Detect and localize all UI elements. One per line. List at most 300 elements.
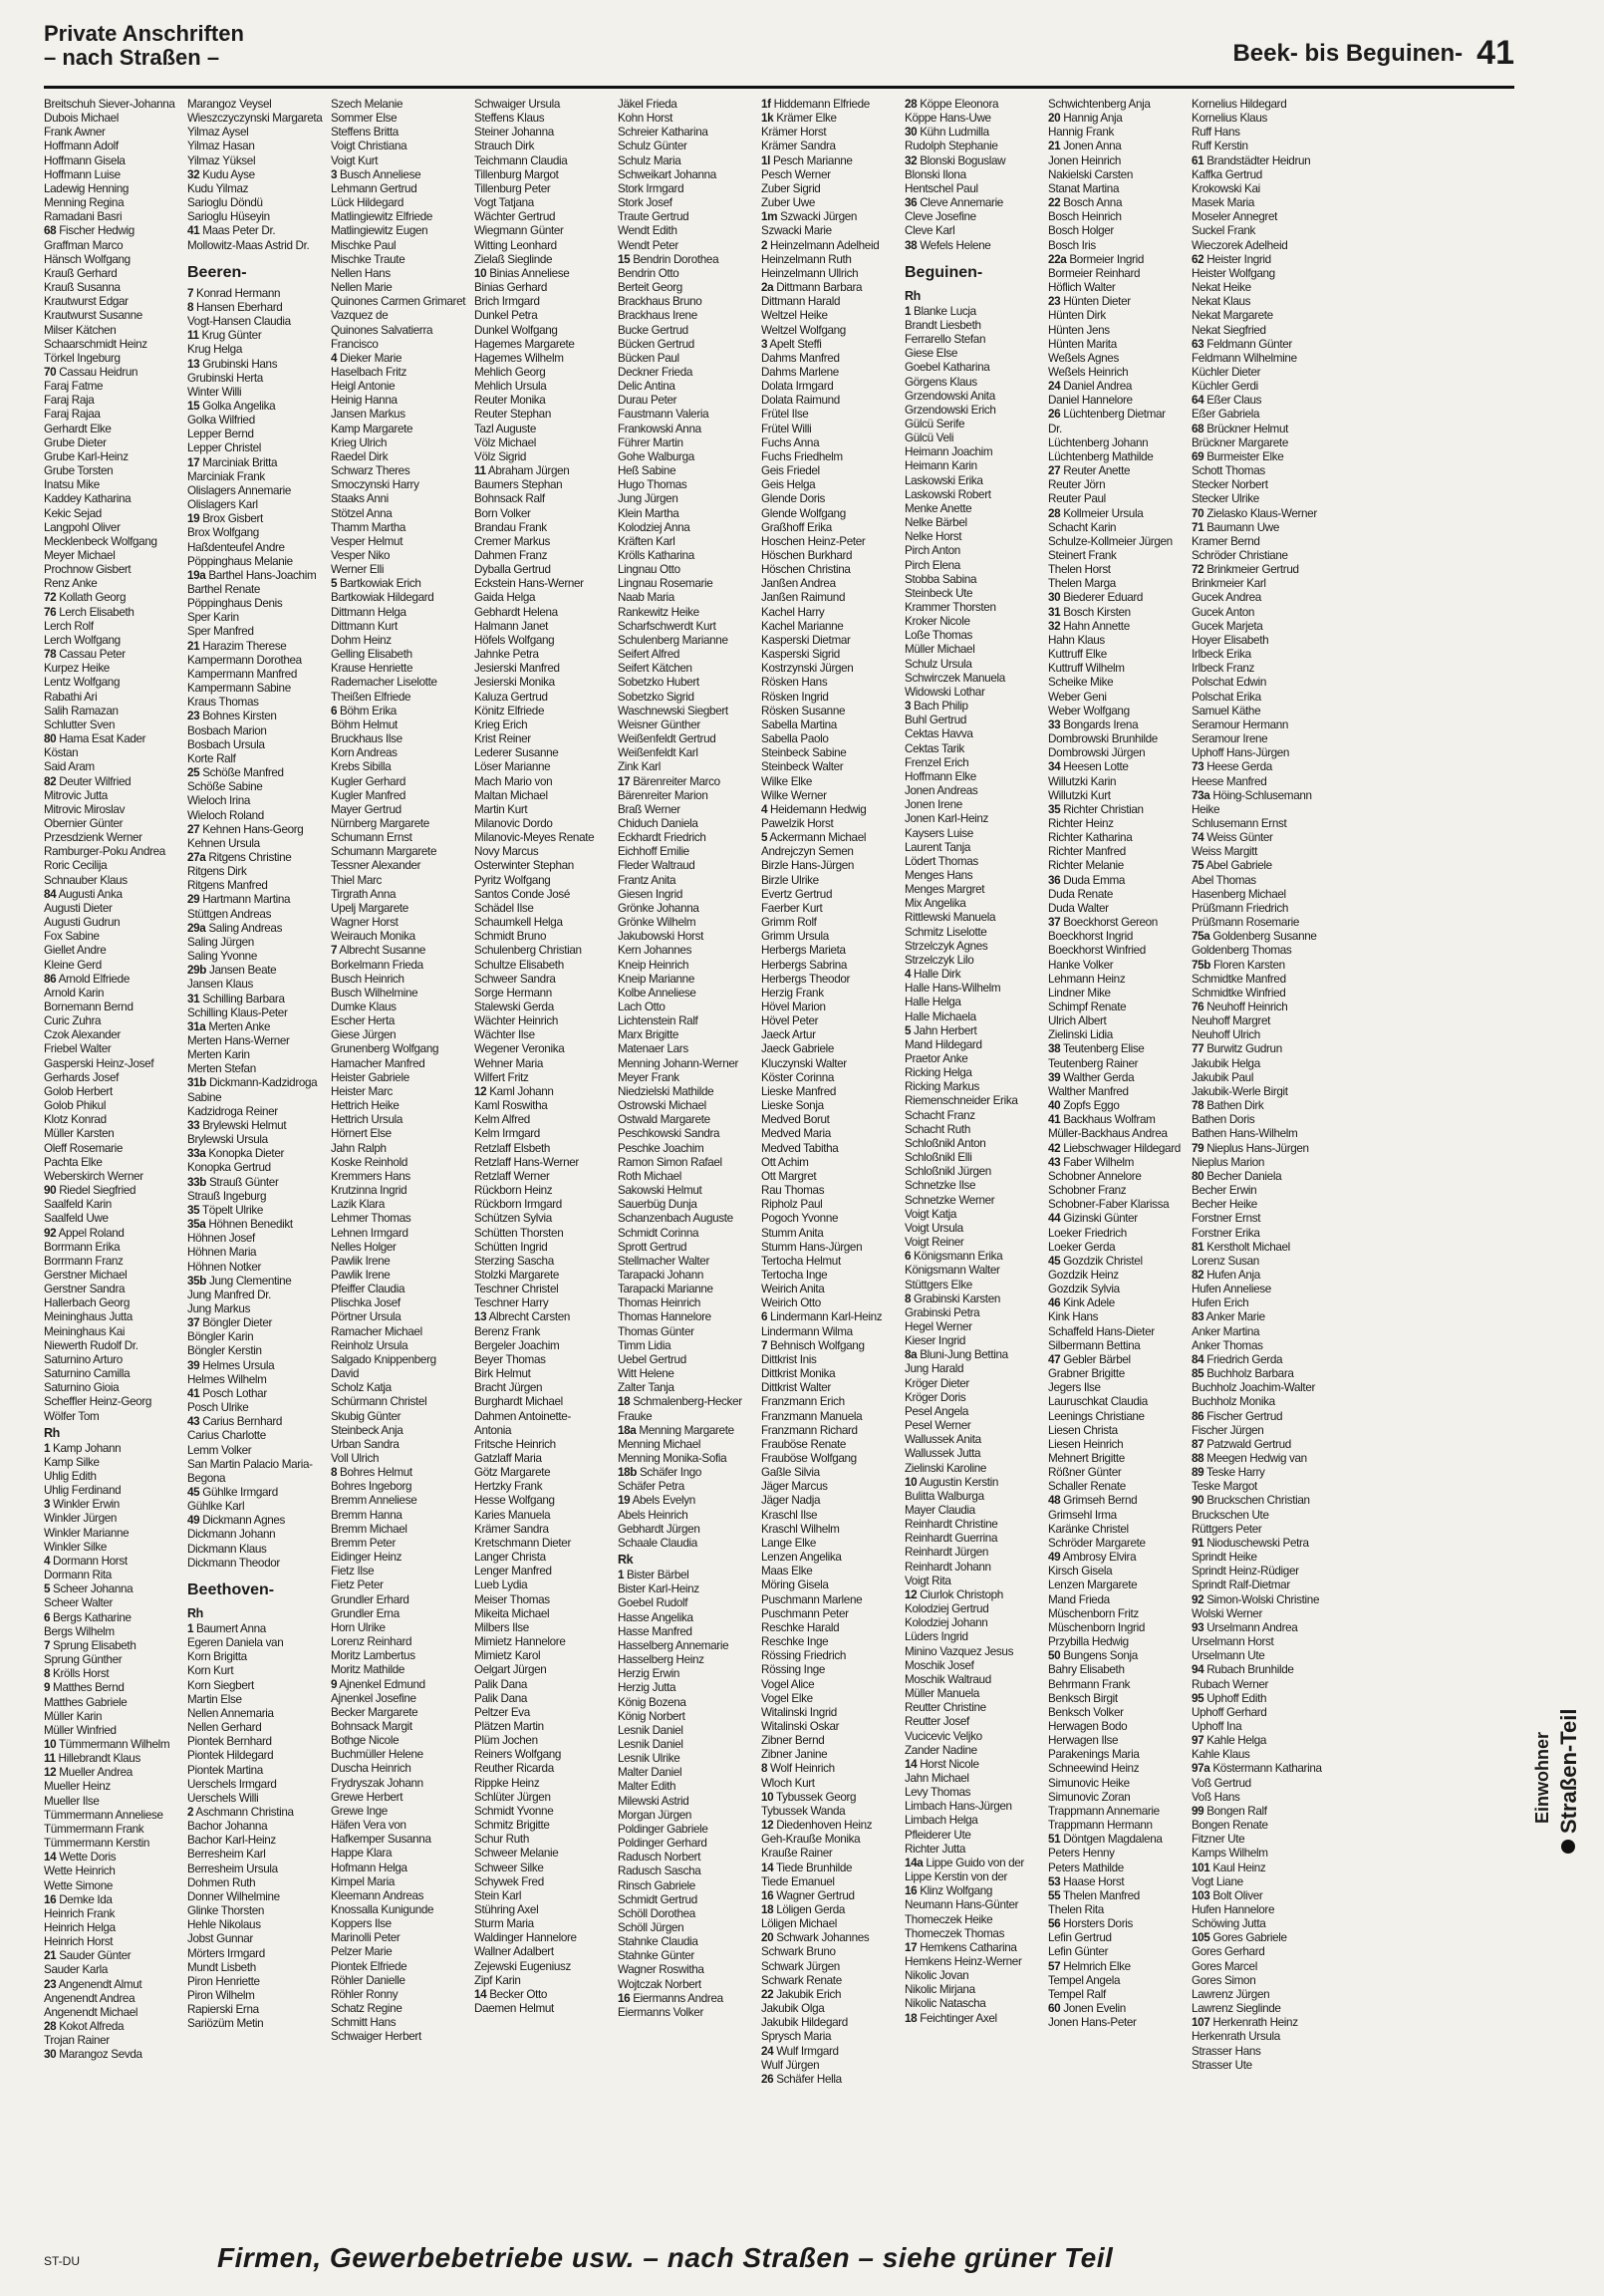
house-number: 64 <box>1192 394 1204 408</box>
list-item: Nelke Bärbel <box>905 516 967 530</box>
list-item: Rössing Inge <box>761 1663 826 1677</box>
list-item: Vogel Alice <box>761 1677 815 1691</box>
list-item: Bachor Karl-Heinz <box>187 1834 276 1848</box>
house-number: 20 <box>761 1931 774 1945</box>
list-item: Grundler Erhard <box>331 1592 409 1606</box>
list-item: Ricking Helga <box>905 1066 972 1080</box>
list-item: 90 Bruckschen Christian <box>1192 1494 1310 1508</box>
list-item: 10 Tybussek Georg <box>761 1790 857 1804</box>
list-item: Kekic Sejad <box>44 506 102 520</box>
list-item: Menning Johann-Werner <box>618 1056 739 1070</box>
list-item: Wendt Edith <box>618 224 677 238</box>
house-number: 56 <box>1048 1917 1061 1931</box>
list-item: 80 Hama Esat Kader <box>44 732 146 746</box>
list-item: Kasperski Dietmar <box>761 633 851 647</box>
house-number: 36 <box>905 196 918 210</box>
column-7 <box>905 98 1048 2230</box>
list-item: Benksch Birgit <box>1048 1691 1118 1705</box>
list-item: Schimpf Renate <box>1048 1001 1127 1013</box>
list-item: Hagemes Wilhelm <box>474 351 564 365</box>
house-number: 1l <box>761 153 771 167</box>
list-item: Kimpel Maria <box>331 1874 395 1888</box>
list-item: Strasser Ute <box>1192 2058 1252 2072</box>
list-item: Jäkel Frieda <box>618 98 677 111</box>
list-item: Urban Sandra <box>331 1437 400 1451</box>
list-item: Moritz Mathilde <box>331 1663 404 1677</box>
header-title-line1: Private Anschriften <box>44 21 244 46</box>
list-item: Arnold Karin <box>44 986 105 1000</box>
list-item: Grimm Ursula <box>761 930 829 944</box>
list-item: Uphoff Hans-Jürgen <box>1192 746 1290 760</box>
list-item: Kamp Margarete <box>331 422 413 435</box>
list-item: Bohnsack Ralf <box>474 492 545 506</box>
list-item: Chiduch Daniela <box>618 816 698 830</box>
list-item: 12 Kaml Johann <box>474 1084 554 1098</box>
list-item: 23 Angenendt Almut <box>44 1977 142 1991</box>
street-range: Beek- bis Beguinen- <box>1232 40 1464 67</box>
list-item: Dr. <box>1048 422 1062 435</box>
list-item: Salgado Knippenberg <box>331 1352 436 1366</box>
list-item: 61 Brandstädter Heidrun <box>1192 153 1311 167</box>
list-item: Peschke Joachim <box>618 1141 704 1155</box>
list-item: 8a Bluni-Jung Bettina <box>905 1348 1008 1362</box>
list-item: Sobetzko Hubert <box>618 676 699 690</box>
house-number: 21 <box>44 1949 57 1963</box>
house-number: 30 <box>905 126 918 140</box>
list-item: 3 Winkler Erwin <box>44 1498 120 1512</box>
house-number: 35a <box>187 1218 206 1232</box>
list-item: Heese Manfred <box>1192 774 1267 788</box>
list-item: 11 Hillebrandt Klaus <box>44 1752 140 1766</box>
list-item: Loße Thomas <box>905 629 973 643</box>
list-item: Thomas Heinrich <box>618 1296 701 1310</box>
list-item: Nelke Horst <box>905 530 962 544</box>
list-item: Scharfschwerdt Kurt <box>618 619 716 633</box>
list-item: Grubinski Herta <box>187 371 263 385</box>
house-number: 14 <box>761 1861 774 1874</box>
house-number: 79 <box>1192 1141 1204 1155</box>
list-item: 6 Königsmann Erika <box>905 1250 1003 1264</box>
list-item: Heß Sabine <box>618 464 676 478</box>
list-item: 7 Sprung Elisabeth <box>44 1638 136 1652</box>
list-item: Köppe Hans-Uwe <box>905 112 991 126</box>
list-item: 45 Gühlke Irmgard <box>187 1486 278 1499</box>
list-item: Stumm Hans-Jürgen <box>761 1240 863 1254</box>
list-item: Retzlaff Hans-Werner <box>474 1155 579 1169</box>
list-item: Wallussek Anita <box>905 1433 981 1447</box>
list-item: 85 Buchholz Barbara <box>1192 1367 1294 1381</box>
list-item: Höschen Burkhard <box>761 549 853 562</box>
list-item: Pirch Elena <box>905 558 960 572</box>
list-item: Loeker Gerda <box>1048 1240 1116 1254</box>
list-item: Wagner Horst <box>331 916 399 930</box>
list-item: Lehmer Thomas <box>331 1212 411 1226</box>
list-item: Kahle Klaus <box>1192 1748 1250 1762</box>
list-item: Mach Mario von <box>474 774 553 788</box>
house-number: 17 <box>187 455 200 469</box>
list-item: Birzle Ulrike <box>761 873 819 887</box>
list-item: Bormeier Reinhard <box>1048 266 1141 280</box>
house-number: 33a <box>187 1147 206 1161</box>
list-item: Nellen Hans <box>331 266 391 280</box>
list-item: Morgan Jürgen <box>618 1808 692 1822</box>
list-item: 5 Jahn Herbert <box>905 1023 977 1037</box>
list-item: 6 Lindermann Karl-Heinz <box>761 1310 883 1324</box>
list-item: Kugler Gerhard <box>331 774 406 788</box>
list-item: Jakubik Hildegard <box>761 2016 848 2030</box>
list-item: Martin Else <box>187 1692 242 1706</box>
list-item: Angenendt Michael <box>44 2005 138 2019</box>
list-item: Niewerth Rudolf Dr. <box>44 1338 138 1352</box>
list-item: Kornelius Klaus <box>1192 112 1267 126</box>
list-item: 1 Bister Bärbel <box>618 1569 689 1582</box>
list-item: Rössing Friedrich <box>761 1649 846 1663</box>
list-item: Weber Wolfgang <box>1048 704 1130 718</box>
list-item: Voigt Katja <box>905 1207 957 1221</box>
house-number: 3 <box>905 700 912 714</box>
list-item: Giesen Ingrid <box>618 887 682 901</box>
list-item: Merten Stefan <box>187 1062 256 1076</box>
house-number: 10 <box>905 1475 918 1489</box>
list-item: Kolodziej Anna <box>618 520 690 534</box>
list-item: Augusti Gudrun <box>44 916 121 930</box>
list-item: 38 Teutenberg Elise <box>1048 1042 1145 1056</box>
list-item: Stecker Ulrike <box>1192 492 1259 506</box>
list-item: Uhlig Edith <box>44 1470 97 1483</box>
house-number: 78 <box>1192 1099 1204 1113</box>
list-item: Gebhardt Jürgen <box>618 1522 700 1536</box>
list-item: Herwagen Ilse <box>1048 1734 1119 1748</box>
list-item: 48 Grimseh Bernd <box>1048 1494 1138 1508</box>
list-item: 20 Hannig Anja <box>1048 112 1123 126</box>
house-number: 29b <box>187 964 207 978</box>
list-item: Saturnino Gioia <box>44 1381 120 1395</box>
house-number: 41 <box>1048 1113 1061 1127</box>
list-item: Kleemann Andreas <box>331 1888 424 1902</box>
list-item: Müller Winfried <box>44 1723 117 1737</box>
house-number: 28 <box>1048 506 1061 520</box>
list-item: Röhler Ronny <box>331 1987 399 2001</box>
list-item: Gozdzik Heinz <box>1048 1268 1119 1282</box>
list-item: Said Aram <box>44 760 95 774</box>
list-item: Mehnert Brigitte <box>1048 1452 1125 1465</box>
list-item: 31b Dickmann-Kadzidroga <box>187 1076 318 1090</box>
list-item: Hesse Wolfgang <box>474 1494 555 1508</box>
list-item: Schulz Ursula <box>905 657 972 671</box>
list-item: Heister Gabriele <box>331 1070 409 1084</box>
house-number: 8 <box>761 1762 768 1776</box>
list-item: Dahms Manfred <box>761 351 840 365</box>
list-item: 3 Busch Anneliese <box>331 167 421 181</box>
list-item: Gohe Walburga <box>618 449 694 463</box>
list-item: Voll Ulrich <box>331 1452 380 1465</box>
list-item: Schott Thomas <box>1192 464 1265 478</box>
list-item: Jakubik Olga <box>761 2002 825 2016</box>
list-item: Lingnau Rosemarie <box>618 577 713 591</box>
list-item: Ostwald Margarete <box>618 1113 710 1127</box>
list-item: Fuchs Anna <box>761 435 820 449</box>
list-item: 19 Abels Evelyn <box>618 1494 695 1508</box>
house-number: 13 <box>474 1310 487 1324</box>
list-item: Höhnen Josef <box>187 1232 255 1246</box>
list-item: Francisco <box>331 337 379 351</box>
list-item: Uerschels Willi <box>187 1791 259 1805</box>
list-item: Braß Werner <box>618 802 680 816</box>
list-item: Brandau Frank <box>474 520 547 534</box>
list-item: Rau Thomas <box>761 1184 825 1198</box>
list-item: Strauß Ingeburg <box>187 1189 267 1203</box>
house-number: 2 <box>187 1805 194 1819</box>
list-item: Peters Mathilde <box>1048 1861 1124 1874</box>
list-item: David <box>331 1367 360 1381</box>
list-item: Mayer Gertrud <box>331 802 401 816</box>
list-item: Vogel Elke <box>761 1691 813 1705</box>
list-item: Milewski Astrid <box>618 1794 689 1808</box>
list-item: Lesnik Daniel <box>618 1723 683 1737</box>
list-item: Witalinski Ingrid <box>761 1705 837 1719</box>
list-item: 1l Pesch Marianne <box>761 153 853 167</box>
street-heading: Beguinen- <box>905 263 983 281</box>
list-item: 16 Klinz Wolfgang <box>905 1884 993 1898</box>
list-item: Schwirczek Manuela <box>905 671 1005 685</box>
list-item: Dahmen Franz <box>474 549 548 562</box>
list-item: Bärenreiter Marion <box>618 788 708 802</box>
list-item: 43 Carius Bernhard <box>187 1415 283 1429</box>
list-item: Kaluza Gertrud <box>474 690 548 704</box>
column-1 <box>44 98 187 2230</box>
list-item: Stumm Anita <box>761 1226 824 1240</box>
list-item: Hünten Dirk <box>1048 309 1106 323</box>
list-item: Vogt-Hansen Claudia <box>187 315 291 329</box>
list-item: Bergeler Joachim <box>474 1338 560 1352</box>
list-item: Sper Karin <box>187 611 239 625</box>
list-item: 40 Zopfs Eggo <box>1048 1099 1120 1113</box>
list-item: Janßen Raimund <box>761 591 846 605</box>
list-item: 1f Hiddemann Elfriede <box>761 98 870 111</box>
list-item: 60 Jonen Evelin <box>1048 2002 1126 2016</box>
list-item: 17 Hemkens Catharina <box>905 1940 1017 1954</box>
list-item: Schwark Renate <box>761 1973 842 1987</box>
list-item: Hagemes Margarete <box>474 337 575 351</box>
list-item: Szwacki Marie <box>761 224 832 238</box>
list-item: Heigl Antonie <box>331 380 396 394</box>
list-item: Mikeita Michael <box>474 1606 550 1620</box>
list-item: Uhlig Ferdinand <box>44 1484 122 1498</box>
list-item: 41 Backhaus Wolfram <box>1048 1113 1156 1127</box>
list-item: Voß Gertrud <box>1192 1776 1251 1790</box>
list-item: Marangoz Veysel <box>187 98 272 111</box>
list-item: Stühring Axel <box>474 1903 539 1916</box>
list-item: Gores Simon <box>1192 1973 1256 1987</box>
list-item: Uphoff Ina <box>1192 1719 1242 1733</box>
list-item: 39 Helmes Ursula <box>187 1358 275 1372</box>
list-item: Duscha Heinrich <box>331 1762 411 1776</box>
list-item: Böngler Karin <box>187 1330 254 1344</box>
list-item: 6 Böhm Erika <box>331 704 397 718</box>
list-item: Löser Marianne <box>474 760 551 774</box>
list-item: Barthel Renate <box>187 583 261 596</box>
list-item: Korn Siegbert <box>187 1678 254 1692</box>
house-number: 21 <box>187 639 200 653</box>
list-item: Vesper Niko <box>331 549 391 562</box>
list-item: Santos Conde José <box>474 887 571 901</box>
list-item: 64 Eßer Claus <box>1192 394 1262 408</box>
list-item: Schlüter Jürgen <box>474 1790 551 1804</box>
list-item: 12 Mueller Andrea <box>44 1766 133 1780</box>
list-item: 75 Abel Gabriele <box>1192 859 1272 873</box>
page-header <box>44 22 1514 84</box>
list-item: 35a Höhnen Benedikt <box>187 1218 293 1232</box>
list-item: Anker Thomas <box>1192 1338 1263 1352</box>
list-item: Neuhoff Margret <box>1192 1014 1270 1028</box>
house-number: 29a <box>187 921 206 935</box>
list-item: Traute Gertrud <box>618 210 689 224</box>
list-item: Malter Daniel <box>618 1766 682 1780</box>
list-item: Reuter Paul <box>1048 492 1106 506</box>
list-item: 95 Uphoff Edith <box>1192 1691 1267 1705</box>
list-item: Rösken Ingrid <box>761 690 829 704</box>
list-item: Goebel Katharina <box>905 361 990 375</box>
list-item: Thomeczek Thomas <box>905 1926 1005 1940</box>
list-item: Waldinger Hannelore <box>474 1931 577 1945</box>
list-item: Brich Irmgard <box>474 295 540 309</box>
list-item: Weirich Otto <box>761 1296 821 1310</box>
list-item: Nürnberg Margarete <box>331 816 429 830</box>
list-item: Dittmann Helga <box>331 605 406 619</box>
list-item: Schatz Regine <box>331 2002 402 2016</box>
house-number: 82 <box>1192 1268 1204 1282</box>
list-item: Schädel Ilse <box>474 901 534 915</box>
list-item: Kraschl Ilse <box>761 1508 818 1522</box>
list-item: 75a Goldenberg Susanne <box>1192 930 1317 944</box>
list-item: Weißenfeldt Karl <box>618 746 698 760</box>
list-item: Voigt Kurt <box>331 153 379 167</box>
list-item: 35 Richter Christian <box>1048 802 1144 816</box>
list-item: Voigt Ursula <box>905 1221 963 1235</box>
list-item: 4 Dormann Horst <box>44 1554 128 1568</box>
list-item: Cremer Markus <box>474 534 550 548</box>
list-item: Frauböse Wolfgang <box>761 1452 857 1465</box>
house-number: 1f <box>761 98 771 111</box>
list-item: Rösken Hans <box>761 676 828 690</box>
page-footer <box>0 2242 1604 2282</box>
list-item: Ramadani Basri <box>44 210 123 224</box>
list-item: Vucicevic Veljko <box>905 1729 982 1743</box>
house-number: 61 <box>1192 153 1204 167</box>
list-item: Faraj Rajaa <box>44 408 101 422</box>
list-item: 88 Meegen Hedwig van <box>1192 1452 1307 1465</box>
list-item: Halle Helga <box>905 996 961 1009</box>
list-item: Weirich Anita <box>761 1283 825 1296</box>
list-item: Herzig Erwin <box>618 1667 680 1681</box>
list-item: Wilke Elke <box>761 774 813 788</box>
list-item: Mand Frieda <box>1048 1592 1110 1606</box>
list-item: 4 Dieker Marie <box>331 351 402 365</box>
house-number: 8 <box>905 1292 912 1305</box>
list-item: 21 Jonen Anna <box>1048 140 1122 153</box>
list-item: 73a Höing-Schlusemann <box>1192 788 1312 802</box>
list-item: Müschenborn Fritz <box>1048 1606 1139 1620</box>
list-item: Radusch Sascha <box>618 1865 701 1878</box>
list-item: Weisner Günther <box>618 718 700 731</box>
list-item: Oleff Rosemarie <box>44 1141 123 1155</box>
list-item: Lenger Manfred <box>474 1565 552 1578</box>
list-item: Korn Brigitta <box>187 1650 247 1664</box>
list-item: König Bozena <box>618 1695 686 1709</box>
list-item: Kampermann Dorothea <box>187 653 302 667</box>
list-item: 94 Rubach Brunhilde <box>1192 1663 1294 1677</box>
list-item: Schwaiger Herbert <box>331 2030 421 2044</box>
house-number: 20 <box>1048 112 1061 126</box>
list-item: Zibner Janine <box>761 1748 828 1762</box>
list-item: Daniel Hannelore <box>1048 394 1133 408</box>
list-item: Kleine Gerd <box>44 958 102 972</box>
list-item: Dickmann Klaus <box>187 1542 267 1556</box>
list-item: Schwaiger Ursula <box>474 98 560 111</box>
house-number: 37 <box>187 1316 200 1330</box>
list-item: Schulz Maria <box>618 153 681 167</box>
list-item: Stobba Sabina <box>905 572 977 586</box>
house-number: 43 <box>187 1415 200 1429</box>
list-item: Liesen Heinrich <box>1048 1437 1124 1451</box>
list-item: Ricking Markus <box>905 1080 979 1094</box>
list-item: Stanat Martina <box>1048 181 1120 195</box>
list-item: Schwark Jürgen <box>761 1959 840 1973</box>
list-item: Hoffmann Luise <box>44 167 121 181</box>
list-item: Scheer Walter <box>44 1596 114 1610</box>
list-item: Buchmüller Helene <box>331 1748 423 1762</box>
column-5 <box>618 98 761 2230</box>
list-item: Gebhardt Helena <box>474 605 558 619</box>
side-heading: Rh <box>44 1425 60 1440</box>
list-item: Schneewind Heinz <box>1048 1762 1140 1776</box>
list-item: Borrmann Erika <box>44 1240 121 1254</box>
list-item: Oelgart Jürgen <box>474 1663 547 1677</box>
list-item: Tybussek Wanda <box>761 1804 846 1818</box>
list-item: Puschmann Marlene <box>761 1592 863 1606</box>
list-item: Witting Leonhard <box>474 238 557 252</box>
list-item: Königsmann Walter <box>905 1264 1000 1278</box>
list-item: Hahn Klaus <box>1048 633 1105 647</box>
house-number: 1m <box>761 210 778 224</box>
list-item: Dittmann Harald <box>761 295 841 309</box>
list-item: Brinkmeier Karl <box>1192 577 1266 591</box>
list-item: Simunovic Zoran <box>1048 1790 1131 1804</box>
house-number: 22 <box>761 1987 774 2001</box>
list-item: Frankowski Anna <box>618 422 701 435</box>
list-item: Dittkrist Walter <box>761 1381 831 1395</box>
side-tab-line1: Einwohner <box>1532 1731 1552 1824</box>
list-item: Ripholz Paul <box>761 1198 823 1212</box>
list-item: Samuel Käthe <box>1192 704 1261 718</box>
list-item: Tümmermann Kerstin <box>44 1837 150 1851</box>
house-number: 9 <box>331 1677 338 1691</box>
list-item: 28 Kokot Alfreda <box>44 2020 125 2034</box>
list-item: Sauerbüg Dunja <box>618 1198 697 1212</box>
list-item: 29 Hartmann Martina <box>187 893 291 907</box>
list-item: Wölfer Tom <box>44 1409 100 1423</box>
list-item: Gucek Anton <box>1192 605 1255 619</box>
house-number: 71 <box>1192 520 1204 534</box>
list-item: Wallussek Jutta <box>905 1447 981 1461</box>
list-item: 26 Lüchtenberg Dietmar <box>1048 408 1166 422</box>
list-item: Ferrarello Stefan <box>905 333 986 347</box>
list-item: Berenz Frank <box>474 1324 540 1338</box>
list-item: Lichtenstein Ralf <box>618 1014 698 1028</box>
list-item: Gerstner Sandra <box>44 1283 126 1296</box>
list-item: Eidinger Heinz <box>331 1551 402 1565</box>
house-number: 55 <box>1048 1888 1061 1902</box>
